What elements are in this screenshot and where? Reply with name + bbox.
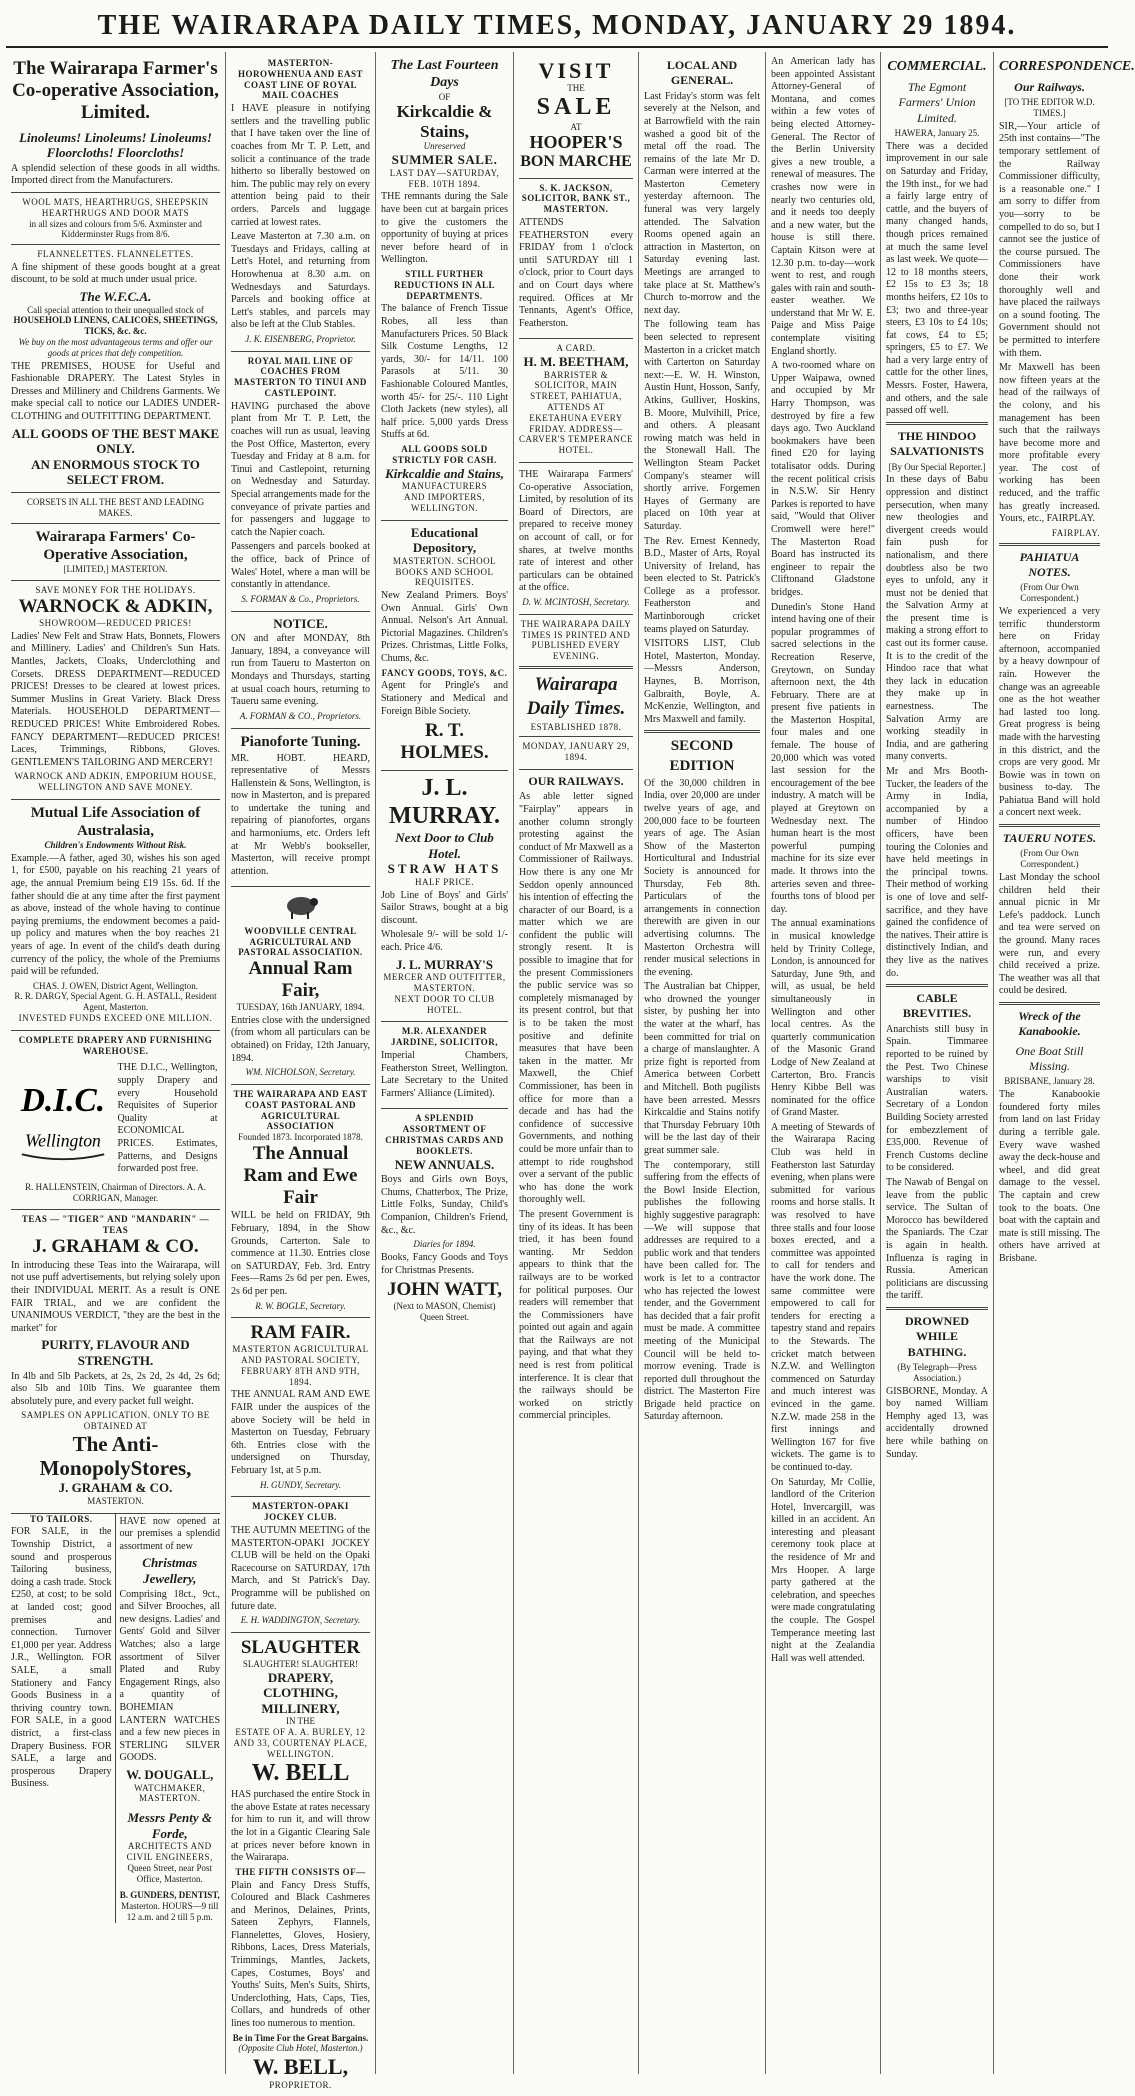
endowments: Children's Endowments Without Risk.	[44, 839, 187, 850]
limited: [LIMITED,] MASTERTON.	[63, 563, 168, 574]
tailors-column	[11, 1514, 116, 1923]
murray-ad	[381, 771, 508, 1023]
pahiatua: PAHIATUA NOTES.	[1019, 549, 1080, 580]
dic-body	[11, 1060, 220, 1177]
jardine-text: Imperial Chambers, Featherston Street, Wellington. Late Secretary to the United Farmers' Alliance (Limited).	[381, 1050, 508, 1099]
watt-addr: (Next to MASON, Chemist) Queen Street.	[393, 1301, 496, 1322]
pahiatua-text: We experienced a very terrific thunderstorm here on Friday afternoon, accompanied by a heavy downpour of rain. However the change was an agreeable one as the hot weather had lasted too long. Great progress is being made with the harvesting in this district, and the crops are very good. Mr Bowie was in town on business to-day. The Pahiatua Band will hold a concert next week.	[999, 605, 1100, 819]
coach-text-2: Leave Masterton at 7.30 a.m. on Tuesdays and Fridays, calling at Lett's Hotel, and returning from Horowhenua at 8.30 a.m. on Wednesdays and Saturdays. Parcels and booking office at Lett's stables, and parcels may also be left at the Club Stables.	[231, 231, 370, 331]
coop-notice-sign: D. W. MCINTOSH, Secretary.	[522, 597, 630, 607]
ram-fair: RAM FAIR.	[250, 1322, 351, 1344]
column-1	[6, 52, 226, 2074]
diaries: Diaries for 1894.	[413, 1239, 476, 1250]
at: AT	[570, 121, 582, 132]
packets: In 4lb and 5lb Packets, at 2s, 2s 2d, 2s 4d, 2s 6d; also 5lb and 10lb Tins. We guarantee them absolutely pure, and every packet full weight.	[11, 1370, 220, 1407]
column-3	[376, 52, 514, 2074]
col6-text-2: A two-roomed whare on Upper Waipawa, owned and occupied by Mr Harry Thompson, was destroyed by fire a few days ago. Two Auckland bookmakers have been fined £20 for laying totalisator odds. During the recent political crisis in N.S.W. Sir Henry Parkes is reported to have said, "Would that Oliver Cromwell were here!" The Masterton Road Board has instructed its engineer to repair the Cliftonand Gladstone bridges.	[771, 360, 875, 598]
graham-masterton: MASTERTON.	[87, 1495, 144, 1506]
sale: SALE	[536, 94, 616, 121]
svg-text:D.I.C.: D.I.C.	[20, 1082, 105, 1120]
graham-title: J. GRAHAM & CO.	[32, 1236, 199, 1257]
local-text-2: The following team has been selected to represent Masterton in a cricket match with Carterton on Saturday next:—E. W. H. Winston, Austin Hunt, Hosson, Sanfy, Atkins, Gulliver, Hoskins, B. Moore, Mulvihill, Price, and others. A pleasant rowing match was held in the Stonewall Hall. The Wellington Steam Packet Company's steamer will shortly arrive. Forgemen Hayes of Germany are placed on 10th year at Saturday.	[644, 319, 760, 532]
royal-mail-ad	[231, 352, 370, 612]
slaughter-sub: SLAUGHTER! SLAUGHTER!	[242, 1658, 359, 1669]
taueru-text: Last Monday the school children held their annual picnic in Mr Lefe's paddock. Lunch and tea were served on the ground. Many races were run, and every child received a prize. The weather was all that could be desired.	[999, 872, 1100, 997]
the: THE	[567, 83, 585, 94]
educational-addr: MASTERTON. SCHOOL BOOKS AND SCHOOL REQUISITES.	[392, 555, 497, 588]
special-attention: Call special attention to their unequalled stock of	[27, 304, 204, 315]
beetham-ad	[519, 339, 633, 463]
murray-2: J. L. MURRAY'S	[395, 956, 494, 972]
notice-text: ON and after MONDAY, 8th January, 1894, a conveyance will run from Taueru to Masterton on Mondays and Thursdays, starting at usual coach hours, returning to Taueru same evening.	[231, 633, 370, 708]
be-in-time: Be in Time For the Great Bargains.	[232, 2032, 369, 2043]
straw-hats: STRAW HATS	[387, 861, 502, 877]
dougall: W. DOUGALL,	[126, 1766, 214, 1782]
unreserved: Unreserved	[423, 141, 466, 152]
ram-fair-text: THE ANNUAL RAM AND EWE FAIR under the auspices of the above Society will be held in Masterton on Tuesday, February 6th. Entries close with the undersigned on Thursday, February 1st, at 5 p.m.	[231, 1389, 370, 1476]
notice-sign: A. FORMAN & CO., Proprietors.	[239, 710, 362, 721]
commercial: COMMERCIAL.	[887, 59, 987, 74]
next-door-2: NEXT DOOR TO CLUB HOTEL.	[394, 993, 495, 1015]
chas-owen: CHAS. J. OWEN, District Agent, Wellington.	[32, 980, 199, 991]
floorcloths: Floorcloths! Floorcloths!	[46, 145, 185, 161]
graham-text: In introducing these Teas into the Wairarapa, will not use puff advertisements, but relying solely upon their INDIVIDUAL MERIT. As a result is ONE FAIR TRIAL, and we are confident the UNANIMOUS VERDICT, "they are the best in the market" for	[11, 1259, 220, 1334]
lines: Job Line of Boys' and Girls' Sailor Straws, bought at a big discount.	[381, 889, 508, 926]
ram-ewe-ad	[231, 1085, 370, 1318]
ewe-text: WILL be held on FRIDAY, 9th February, 1894, in the Show Grounds, Carterton. Sale to commence at 11.30. Entries close on SATURDAY, Feb. 3rd. Entry Fees—Rams 2s 6d per pen. Ewes, 2s 6d per pen.	[231, 1210, 370, 1298]
architects: ARCHITECTS AND CIVIL ENGINEERS,	[126, 1841, 213, 1863]
cable-text: Anarchists still busy in Spain. Timmaree reported to be ruined by the Pest. Two Chinese warships to visit Australian waters. Secretary of a London Building Society arrested for embezzlement of £35,000. Revenue of French Customs decline to be considered.	[886, 1023, 988, 1174]
coach-text: I HAVE pleasure in notifying settlers and the travelling public that I have taken over the line of coaches from Mr T. P. Lett, and solicit a continuance of the trade hitherto so liberally bestowed on him. The public may rely on every attention being paid to their orders. Parcels and luggage carried at lowest rates.	[231, 103, 370, 228]
gunders: B. GUNDERS, DENTIST,	[119, 1890, 220, 1901]
jewellery-column	[120, 1514, 221, 1923]
ram-fair-sign: H. GUNDY, Secretary.	[259, 1479, 342, 1490]
linoleums: Linoleums! Linoleums! Linoleums!	[19, 129, 212, 145]
hawera: HAWERA, January 25.	[894, 127, 980, 138]
coach-ad	[231, 54, 370, 352]
commercial-text: There was a decided improvement in our sale on Saturday and Friday, the 19th inst., for we had a fairly large entry of cattle, and the buyers of many changed hands, though prices remained at much the same level as last week. We quote—12 to 18 months steers, £2 15s to £3 3s; 18 months heifers, £2 10s to £3; two and three-year steers, £3 10s to £4 10s; fat cows, £4 to £5; springers, £5 to £7. We had a very large entry of cattle for the other lines, Messrs. Foster, Hawera, and others, and the sale passed off well.	[886, 140, 988, 417]
next-door: Next Door to Club Hotel.	[395, 830, 494, 861]
splendid-selection: A splendid selection of these goods in all widths. Imported direct from the Manufacturers.	[11, 162, 220, 187]
splendid-assortment: A SPLENDID ASSORTMENT OF CHRISTMAS CARDS AND BOOKLETS.	[385, 1113, 504, 1156]
second-text-2: The Australian bat Chipper, who drowned the younger sister, by pushing her into the water at the wharf, has been committed for trial on a charge of manslaughter. A prize fight is reported from America between Corbett and Mitchell. Both pugilists have been arrested. Messrs Kirkcaldie and Stains notify that Thursday February 10th will be the last day of their great summer sale.	[644, 981, 760, 1156]
column-2	[226, 52, 376, 2090]
mercer: MERCER AND OUTFITTER, MASTERTON.	[383, 972, 506, 994]
invested-funds: INVESTED FUNDS EXCEED ONE MILLION.	[18, 1013, 213, 1024]
watt: JOHN WATT,	[386, 1279, 503, 1301]
mutual-life-ad	[11, 800, 220, 1031]
samples: SAMPLES ON APPLICATION. ONLY TO BE OBTAINED AT	[21, 1410, 210, 1432]
estate: ESTATE OF A. A. BURLEY, 12 AND 33, COURTENAY PLACE, WELLINGTON.	[233, 1727, 368, 1759]
penty-forde: Messrs Penty & Forde,	[127, 1810, 212, 1841]
brisbane: BRISBANE, January 28.	[1004, 1076, 1095, 1087]
masthead-title: THE WAIRARAPA DAILY TIMES, MONDAY, JANUARY 29 1894.	[97, 10, 1017, 41]
fifth: THE FIFTH CONSISTS OF—	[235, 1866, 366, 1877]
woodville-ad	[231, 887, 370, 1084]
cable-text-2: The Nawab of Bengal on leave from the public service. The Sultan of Morocco has bewildered the Spaniards. The Czar is again in health. Influenza is raging in Russia. American politicians are discussing the tariff.	[886, 1176, 988, 1302]
opposite: (Opposite Club Hotel, Masterton.)	[238, 2043, 363, 2054]
daily-times: Wairarapa Daily Times.	[526, 673, 626, 720]
books: Books, Fancy Goods and Toys for Christmas Presents.	[381, 1251, 508, 1276]
own-corr-2: (From Our Own Correspondent.)	[1020, 848, 1079, 870]
graham-tea-ad	[11, 1210, 220, 1513]
flannelettes: FLANNELETTES. FLANNELETTES.	[37, 249, 194, 260]
hoopers: HOOPER'S	[529, 132, 623, 153]
beetham-sub: BARRISTER & SOLICITOR, MAIN STREET, PAHIATUA, ATTENDS AT EKETAHUNA EVERY FRIDAY. ADDRESS—CARVER'S TEMPERANCE HOTEL.	[519, 369, 634, 456]
coop-notice-text: THE Wairarapa Farmers' Co-operative Association, Limited, by resolution of its Board of Directors, are prepared to receive money on account of call, or for shares, at twelve months rate of interest and other particulars can be obtained at the office.	[519, 469, 633, 594]
col1-lower	[11, 1514, 220, 1923]
column-8	[994, 52, 1135, 2074]
farmers-title: The Wairarapa Farmer's Co-operative Association, Limited.	[12, 58, 219, 123]
piano-title: Pianoforte Tuning.	[240, 733, 361, 750]
drapery: DRAPERY, CLOTHING, MILLINERY,	[261, 1669, 340, 1716]
founded: Founded 1873. Incorporated 1878.	[238, 1132, 363, 1143]
dic-logo-icon	[14, 1069, 112, 1169]
all-goods-cash: ALL GOODS SOLD STRICTLY FOR CASH.	[392, 443, 497, 465]
col6-text: An American lady has been appointed Assistant Attorney-General of Montana, and comes within a few votes of being elected Attorney-General. The Rector of the Berlin University gives a new trouble, a renewal of measures. The crashes now were in nearly two centuries old, and it needs too deeply and a new water, but the house is still there. Captain Kitson were at 12.30 p.m. to-day—work went to rest, and rough gales with rain and south-easter weather. We understand that Mr W. E. Paige and Miss Paige contemplate visiting England shortly.	[771, 56, 875, 357]
coop-notice-ad	[519, 463, 633, 615]
household-linens: HOUSEHOLD LINENS, CALICOES, SHEETINGS, TICKS, &c. &c.	[13, 315, 218, 337]
complete-drapery: COMPLETE DRAPERY AND FURNISHING WAREHOUSE.	[18, 1034, 213, 1056]
dougall-sub: WATCHMAKER, MASTERTON.	[134, 1782, 206, 1804]
bell-text: HAS purchased the entire Stock in the above Estate at rates necessary for him to run it, and will throw the lot in a Gigantic Clearing Sale at prices never before known in the Wairarapa.	[231, 1789, 370, 1864]
jackson-ad	[519, 179, 633, 340]
established: ESTABLISHED 1878.	[530, 721, 622, 732]
new-annuals: NEW ANNUALS.	[394, 1156, 495, 1172]
slaughter: SLAUGHTER	[240, 1636, 361, 1658]
second-text: Of the 30,000 children in India, over 20,000 are under twelve years of age, and 200,000 face to be fourteen years of age. The Asian Show of the Masterton Horticultural and Industrial Society is announced for Thursday, Feb 8th. Particulars of the arrangements in connection therewith are given in our advertising columns. The Masterton Orchestra will render musical selections in the evening.	[644, 777, 760, 978]
premises: THE PREMISES, HOUSE for Useful and Fashionable DRAPERY. The Latest Styles in Dresses and Millinery and Childrens Garments. We make special call to notice our LADIES UNDER-CLOTHING and OUTFITTING DEPARTMENT.	[11, 360, 220, 423]
visitors: VISITORS LIST, Club Hotel, Masterton, Monday.—Messrs Anderson, Haynes, B. Morrison, Galbraith, Boyle, A. McKenzie, Wellington, and Mrs Maxwell and family.	[644, 638, 760, 725]
half-price: HALF PRICE.	[414, 876, 474, 887]
correspondence: CORRESPONDENCE.	[999, 59, 1135, 74]
col6-text-3: Dunedin's Stone Hand intend having one of their popular programmes of sacred selections in the Recreation Reserve, Greytown, on Sunday afternoon next, the 4th February. There are at present five patients in the Masterton Hospital, four males and one female. The house of 20,000 which was voted last session for the encouragement of the bee industry. A match will be played at Greytown on Wednesday next. The human heart is the most powerful pumping machine for its size ever made. It throws into the arteries seven and three-fourths tons of blood per day.	[771, 601, 875, 915]
jackson-text: ATTENDS FEATHERSTON every FRIDAY from 1 o'clock until SATURDAY till 1 o'clock, prior to Court days and on Court days where required. Offices at Mr Tennants, Agent's Office, Featherston.	[519, 216, 633, 329]
col6-text-6: On Saturday, Mr Collie, landlord of the Criterion Hotel, Invercargill, was killed in an accident. An interesting and pleasant ceremony took place at the residence of Mr and Mrs Hooper. A large party gathered at the celebration, and speeches were made congratulating the couple. The Gospel Temperance meeting last night at the Zealandia Hall was well attended.	[771, 1476, 875, 1664]
annual-ram: Annual Ram Fair,	[248, 958, 353, 1002]
piano-text: MR. HOBT. HEARD, representative of Messrs Hallenstein & Sons, Wellington, is now in Masterton, and is prepared to undertake the tuning and repairing of pianofortes, organs and harmoniums, etc. Orders left at Mr Webb's bookseller, Masterton, will receive prompt attention.	[231, 752, 370, 877]
holmes: R. T. HOLMES.	[400, 720, 489, 764]
buy-motto: We buy on the most advantageous terms and offer our goods at prices that defy competition.	[18, 337, 213, 358]
railways-text: As able letter signed "Fairplay" appears in another column strongly protesting against the conduct of Mr Maxwell as a Commissioner of Railways. How there is any one Mr Seddon openly announced his intention of effecting the character of our Board, is a matter which we are confident the public will strongly resent. It is possible to imagine that for the present Commissioners the public service was so completely mismanaged by its present control, but that is to be taken the most positive and definite measures that have been taken in the matter. Mr Maxwell, the Chief Commissioner, has been in office for more than a decade and has had the confidence of successive Governments, and nothing could be more unfair than to attempt to ride roughshod over a servant of the public who has done the work thoroughly well.	[519, 791, 633, 1206]
educational: Educational Depository,	[410, 524, 479, 556]
hindoo: THE HINDOO SALVATIONISTS	[890, 428, 984, 459]
royal-mail: ROYAL MAIL LINE OF COACHES FROM MASTERTON TO TINUI AND CASTLEPOINT.	[234, 355, 367, 399]
column-7	[881, 52, 994, 2074]
last-day: LAST DAY—SATURDAY, FEB. 10TH 1894.	[389, 167, 500, 189]
kidderminster: in all sizes and colours from 5/6. Axminster and Kidderminster Rugs from 8/6.	[29, 218, 202, 240]
still-further: STILL FURTHER REDUCTIONS IN ALL DEPARTMENTS.	[393, 269, 496, 301]
card: A CARD.	[556, 343, 596, 354]
wool-mats: WOOL MATS, HEARTHRUGS, SHEEPSKIN HEARTHRUGS AND DOOR MATS	[22, 196, 209, 218]
xmas-jewellery: Christmas Jewellery,	[142, 1555, 198, 1587]
hindoo-text: In these days of Babu oppression and distinct persecution, when many new theologies and divergent creeds would fain push for nationalism, and there doubtless also be two eyes to unfold, any it must not be denied that the Salvation Army at the present time is making a strong effort to cast out its former cause. It is to the credit of the Hindoo race that what they lack in education they make up in earnestness. The Salvation Army are working steadily in India, and are gathering many converts.	[886, 474, 988, 763]
of: OF	[438, 91, 451, 102]
kirkcaldie-2: Kirkcaldie and Stains,	[385, 465, 504, 481]
jockey-text: THE AUTUMN MEETING of the MASTERTON-OPAKI JOCKEY CLUB will be held on the Opaki Racecourse on SATURDAY, 17th March, and St Patrick's Day. Programme will be published on future date.	[231, 1524, 370, 1612]
corr-text-2: Mr Maxwell has been now fifteen years at the head of the railways of the colony, and his management has been such that the railways have become more and more profitable every year. The cost of working has been reduced, and the traffic has greatly increased. Yours, etc., FAIRPLAY.	[999, 362, 1100, 525]
coop-name: Wairarapa Farmers' Co-Operative Association,	[35, 528, 196, 563]
ewe-sign: R. W. BOGLE, Secretary.	[255, 1300, 346, 1311]
manufacturers: MANUFACTURERS	[401, 481, 488, 492]
mutual-life-title: Mutual Life Association of Australasia,	[30, 804, 201, 839]
agents: R. R. DARGY, Special Agent. G. H. ASTALL, Resident Agent, Masterton.	[14, 991, 217, 1013]
bell-2: W. BELL,	[252, 2054, 349, 2080]
coach-header: MASTERTON-HOROWHENUA AND EAST COAST LINE OF ROYAL MAIL COACHES	[237, 58, 364, 101]
ram-fair-ad	[231, 1318, 370, 1497]
last-fourteen: The Last Fourteen Days	[390, 58, 499, 90]
ram-sign: WM. NICHOLSON, Secretary.	[245, 1067, 356, 1078]
local-general: LOCAL AND GENERAL.	[666, 58, 738, 88]
in-the: IN THE	[285, 1716, 316, 1727]
agent: Agent for Pringle's and Stationery and Medical and Foreign Bible Society.	[381, 680, 508, 717]
egmont: The Egmont Farmers' Union Limited.	[898, 79, 976, 125]
large-shipment: A fine shipment of these goods bought at a great discount, to be sold at much under usual price.	[11, 261, 220, 286]
royal-text: HAVING purchased the above plant from Mr T. P. Lett, the coaches will run as usual, leaving the Post Office, Masterton, every Tuesday and Friday at 8 a.m. for Tinui and Castlepoint, returning on Wednesday and Saturday. Special arrangements made for the conveyance of private parties and for passengers and luggage to catch the Napier coach.	[231, 400, 370, 538]
wfca: The W.F.C.A.	[79, 289, 152, 305]
jardine: M.R. ALEXANDER JARDINE, SOLICITOR,	[390, 1026, 499, 1048]
warnock-adkin-ad	[11, 581, 220, 800]
zealand-readers: New Zealand Primers. Boys' Own Annual. Girls' Own Annual. Nelson's Art Annual. Pictorial Magazines. Children's Prizes. Christmas, Little Folks, Chums, &c.	[381, 590, 508, 665]
fifth-text: Plain and Fancy Dress Stuffs, Coloured and Black Cashmeres and Merinos, Delaines, Prints, Sateen Zephyrs, Flannels, Flannelettes, Gloves, Hosiery, Ribbons, Laces, Dress Materials, Trimmings, Mantles, Jackets, Capes, Costumes, Boys' and Youths' Suits, Men's Suits, Shirts, Underclothing, Hats, Caps, Ties, Collars, and hundreds of other lines too numerous to mention.	[231, 1879, 370, 2030]
lists: The balance of French Tissue Robes, all less than Manufacturers Prices. 50 Black Silk Costume Lengths, 12 yards, 30/- for 14/11. 100 Parasols at 5/11. 30 Fashionable Coloured Mantles, worth 45/- for 25/-. 110 Light Cloth Jackets (new styles), all half price. 5,000 yards Dress Stuffs at 6d.	[381, 303, 508, 441]
beetham: H. M. BEETHAM,	[523, 354, 629, 370]
dic-text: THE D.I.C., Wellington, supply Drapery and every Household Requisites of Superior Quality at ECONOMICAL PRICES. Estimates, Patterns, and Designs forwarded post free.	[117, 1062, 218, 1175]
local-text-3: The Rev. Ernest Kennedy, B.D., Master of Arts, Royal University of Ireland, has been elected to St. Patrick's College as a professor. Featherston and Martinborough cricket teams played on Saturday.	[644, 535, 760, 635]
jockey-sign: E. H. WADDINGTON, Secretary.	[240, 1615, 361, 1626]
jackson: S. K. JACKSON, SOLICITOR, BANK ST., MASTERTON.	[521, 182, 631, 215]
woodville: WOODVILLE CENTRAL AGRICULTURAL AND PASTORAL ASSOCIATION.	[238, 925, 363, 958]
wholesale: Wholesale 9/- will be sold 1/- each. Price 4/6.	[381, 929, 508, 954]
wellington: WELLINGTON.	[410, 502, 479, 513]
watt-ad	[381, 1109, 508, 1328]
corsets: CORSETS IN ALL THE BEST AND LEADING MAKES.	[26, 497, 205, 518]
save-money: SAVE MONEY FOR THE HOLIDAYS.	[35, 585, 196, 596]
jardine-ad	[381, 1022, 508, 1109]
to-editor: [TO THE EDITOR W.D. TIMES.]	[1004, 97, 1095, 119]
jockey: MASTERTON-OPAKI JOCKEY CLUB.	[252, 1501, 349, 1523]
penty-addr: Queen Street, near Post Office, Masterton.	[127, 1862, 212, 1884]
farmers-coop-ad	[11, 54, 220, 581]
special-reporter: [By Our Special Reporter.]	[888, 461, 986, 472]
hindoo-text-2: Mr and Mrs Booth-Tucker, the leaders of the Army in India, accompanied by a number of Hindoo officers, have been touring the Colonies and have held meetings in the principal towns. Their method of working is one of love and self-sacrifice, and they have gained the confidence of the natives. Their attire is distinctively Indian, and they live as the natives do.	[886, 766, 988, 979]
have-opened: HAVE now opened at our premises a splendid assortment of new	[119, 1515, 220, 1552]
railways-head: Our Railways.	[1014, 79, 1085, 94]
bargains-text: THE remnants during the Sale have been cut at bargain prices to give the customers the opportunity of buying at prices never before heard of in Wellington.	[381, 191, 508, 266]
fairplay: FAIRPLAY.	[1051, 527, 1100, 538]
col6-text-5: A meeting of Stewards of the Wairarapa Racing Club was held in Featherston last Saturday evening, when plans were submitted for various rooms and horse stalls. It was resolved to have three stalls and four loose boxes erected, and a committee was appointed to call for tenders and have the work done. The same committee were empowered to call for tenders for erecting a tapestry stand and repairs to the Stewards. The cricket match between N.Z.W. and Wellington commenced on Saturday and much interest was evinced in the game. N.Z.W. made 258 in the first innings and Wellington 167 for five wickets. The game is to be continued to-day.	[771, 1121, 875, 1473]
piano-ad	[231, 729, 370, 888]
teas: TEAS — "TIGER" AND "MANDARIN" — TEAS	[21, 1214, 210, 1236]
kirkcaldie: Kirkcaldie & Stains,	[396, 102, 493, 141]
hooper-ad	[519, 54, 633, 179]
royal-text-2: Passengers and parcels booked at the office, back of Prince of Wales' Hotel, where a man will be constantly in attendance.	[231, 541, 370, 591]
and-importers: AND IMPORTERS,	[404, 491, 485, 502]
for-sale-text: FOR SALE, in the Township District, a sound and prosperous Tailoring business, doing a cash trade. Stock £250, at cost; to be sold at landed cost; good premises and connection. Turnover £1,000 per year. Address J.R., Wellington. FOR SALE, a small Stationery and Fancy Goods Business in a thriving country town. FOR SALE, in a good district, a first-class Drapery Business. FOR SALE, a large and prosperous Drapery Business.	[11, 1526, 112, 1790]
notice-ad	[231, 612, 370, 729]
visit: VISIT	[538, 58, 614, 83]
all-goods: ALL GOODS OF THE BEST MAKE ONLY.	[11, 425, 220, 457]
mutual-text: Example.—A father, aged 30, wishes his son aged 1, for £500, payable on his reaching 21 years of age, the annual Premium being £19 15s. 6d. If the father should die at any time after the first payment as above, instead of the whole having to continue paying premiums, the endowment becomes a paid-up policy and matures when the boy reaches 21 years of age. In event of the child's death during currency of the policy, the whole of the Premiums paid will be refunded.	[11, 852, 220, 978]
ram-text: Entries close with the undersigned (from whom all particulars can be obtained) on Friday, 12th January, 1894.	[231, 1014, 370, 1064]
wreck: Wreck of the Kanabookie.	[1018, 1008, 1081, 1039]
bon-marche: BON MARCHE	[520, 153, 632, 171]
dic-names: R. HALLENSTEIN, Chairman of Directors. A. A. CORRIGAN, Manager.	[25, 1181, 206, 1203]
by-telegraph: (By Telegraph—Press Association.)	[897, 1361, 977, 1383]
annuals-text: Boys and Girls own Boys, Chums, Chatterbox, The Prize, Little Folks, Sunday, Child's Companion, Children's Friend, &c., &c.	[381, 1174, 508, 1236]
murray: J. L. MURRAY.	[389, 774, 500, 829]
tailors: TO TAILORS.	[29, 1513, 93, 1524]
summer-sale: SUMMER SALE.	[391, 152, 498, 168]
second-edition: SECOND EDITION	[669, 738, 735, 774]
fancy-goods: FANCY GOODS, TOYS, &C.	[381, 667, 508, 678]
svg-text:Wellington: Wellington	[24, 1130, 101, 1151]
hours: Masterton. HOURS—9 till 12 a.m. and 2 till 5 p.m.	[121, 1901, 219, 1923]
educational-ad	[381, 521, 508, 771]
warnock-footer: WARNOCK AND ADKIN, EMPORIUM HOUSE, WELLINGTON AND SAVE MONEY.	[14, 771, 217, 793]
enormous-stock: AN ENORMOUS STOCK TO SELECT FROM.	[31, 456, 200, 488]
drowned-text: GISBORNE, Monday. A boy named William Hemphy aged 13, was accidentally drowned here while bathing on Sunday.	[886, 1385, 988, 1460]
local-text: Last Friday's storm was felt severely at the Nelson, and at Barrowfield with the rain washed a good bit of the metal off the road. The remains of the late Mr D. Carman were interred at the Masterton Cemetery yesterday afternoon. The funeral was very largely attended. The Salvation Rooms opened again an attraction in Masterton, on Saturday evening last. Meetings are arranged to take place at St. Matthew's Church to-morrow and the next day.	[644, 90, 760, 316]
jockey-ad	[231, 1497, 370, 1633]
royal-sign: S. FORMAN & Co., Proprietors.	[241, 593, 360, 604]
railways-heading: OUR RAILWAYS.	[528, 774, 624, 788]
purity: PURITY, FLAVOUR AND STRENGTH.	[41, 1337, 190, 1368]
notice-title: NOTICE.	[273, 615, 328, 631]
monday: MONDAY, JANUARY 29, 1894.	[522, 741, 630, 763]
xmas-text: Comprising 18ct., 9ct., and Silver Brooches, all new designs. Ladies' and Gents' Gold and Silver Watches; also a large assortment of Silver Plated and Ruby Engagement Rings, also a quantity of BOHEMIAN LANTERN WATCHES and a few new pieces in STERLING SILVER GOODS.	[119, 1588, 220, 1764]
cable: CABLE BREVITIES.	[902, 991, 972, 1021]
bell-ad	[231, 1633, 370, 2096]
drowned: DROWNED WHILE BATHING.	[904, 1313, 969, 1359]
second-text-3: The contemporary, still suffering from the effects of the Bowl Inside Election, publishes the following highly suggestive paragraph:—We will suppose that addresses are required to a public work and that tenders have been called for. The work is let to a contractor who has rejected the lowest tender, and the Government has decided that a fair profit must be made. A committee meeting of the Municipal Council will be held to-morrow evening. Trade is reported dull throughout the district. The Masterton Fire Brigade held practice on Saturday afternoon.	[644, 1159, 760, 1423]
proprietor: PROPRIETOR.	[269, 2079, 332, 2090]
column-6	[766, 52, 881, 2074]
daily-times-header: THE WAIRARAPA DAILY TIMES IS PRINTED AND PUBLISHED EVERY EVENING.	[520, 618, 632, 662]
daily-times-header-ad	[519, 615, 633, 770]
bell: W. BELL	[251, 1759, 350, 1786]
column-5	[639, 52, 766, 2074]
kirkcaldie-ad	[381, 54, 508, 521]
col6-text-4: The annual examinations in musical knowledge held by Trinity College, London, is announced for Saturday, June 9th, and will, as usual, be held simultaneously in Wellington and other local centres. As the quarterly communication of the Masonic Grand Lodge of New Zealand at Carterton, Bro. Francis Henry Kibbe Bell was nominated for the office of Grand Master.	[771, 918, 875, 1119]
coach-sign: J. K. EISENBERG, Proprietor.	[245, 333, 356, 344]
sheep-icon	[281, 891, 321, 921]
dic-ad	[11, 1031, 220, 1211]
corr-text: SIR,—Your article of 25th inst contains—"The temporary settlement of the Railway Commissioner difficulty, is a reasonable one." I am sorry to differ from you—sorry to be compelled to do so, but I cannot see the justice of the course pursued. The Commissioners have done their work thoroughly well and have placed the railways on a sound footing. The Government should not be permitted to interfere with them.	[999, 120, 1100, 359]
annual-ram-2: The Annual Ram and Ewe Fair	[243, 1142, 358, 1208]
own-corr: (From Our Own Correspondent.)	[1020, 582, 1079, 604]
ram-date: TUESDAY, 16th JANUARY, 1894.	[236, 1001, 365, 1012]
columns	[6, 52, 1135, 2090]
wreck-text: The Kanabookie foundered forty miles from land on last Friday during a terrible gale. Every wave washed away the deck-house and wheel, and did great damage to the vessel. The captain and crew took to the boats. One boat with the captain and mate is still missing. The others have arrived at Brisbane.	[999, 1089, 1100, 1264]
graham-title-2: J. GRAHAM & CO.	[58, 1480, 173, 1496]
warnock-title: WARNOCK & ADKIN,	[18, 596, 213, 618]
anti-monopoly: The Anti-MonopolyStores,	[39, 1431, 192, 1481]
masthead	[6, 6, 1108, 48]
warnock-text: Ladies' New Felt and Straw Hats, Bonnets, Flowers and Millinery. Ladies' and Children's Sun Hats. Mantles, Jackets, Cloaks, Underclothing and Corsets. DRESS DEPARTMENT—REDUCED PRICES! Dresses to be cleared at lowest prices. Summer Muslins in Great Variety. Black Dress Materials. HOUSEHOLD DEPARTMENT—REDUCED PRICES! White Embroidered Robes. FANCY DEPARTMENT—REDUCED PRICES! Laces, Trimmings, Ribbons, Gloves. GENTLEMEN'S TAILORING AND MERCERY!	[11, 630, 220, 768]
ram-fair-sub: MASTERTON AGRICULTURAL AND PASTORAL SOCIETY, FEBRUARY 8TH AND 9TH, 1894.	[232, 1344, 369, 1387]
one-boat: One Boat Still Missing.	[1015, 1043, 1084, 1074]
wairarapa-assoc: THE WAIRARAPA AND EAST COAST PASTORAL AND AGRICULTURAL ASSOCIATION	[233, 1088, 368, 1132]
showroom: SHOWROOM—REDUCED PRICES!	[39, 618, 192, 629]
railways-text-2: The present Government is tiny of its ideas. It has been tried, it has been found wanting. Mr Seddon appears to think that the railways are to be worked for political purposes. Our readers will remember that the Commissioners have pointed out again and again that the Railways are not paying, and that what they need is rest from political interference. It is clear that the railways should be worked on strictly commercial principles.	[519, 1208, 633, 1422]
column-4	[514, 52, 639, 2074]
taueru: TAUERU NOTES.	[1002, 831, 1097, 846]
